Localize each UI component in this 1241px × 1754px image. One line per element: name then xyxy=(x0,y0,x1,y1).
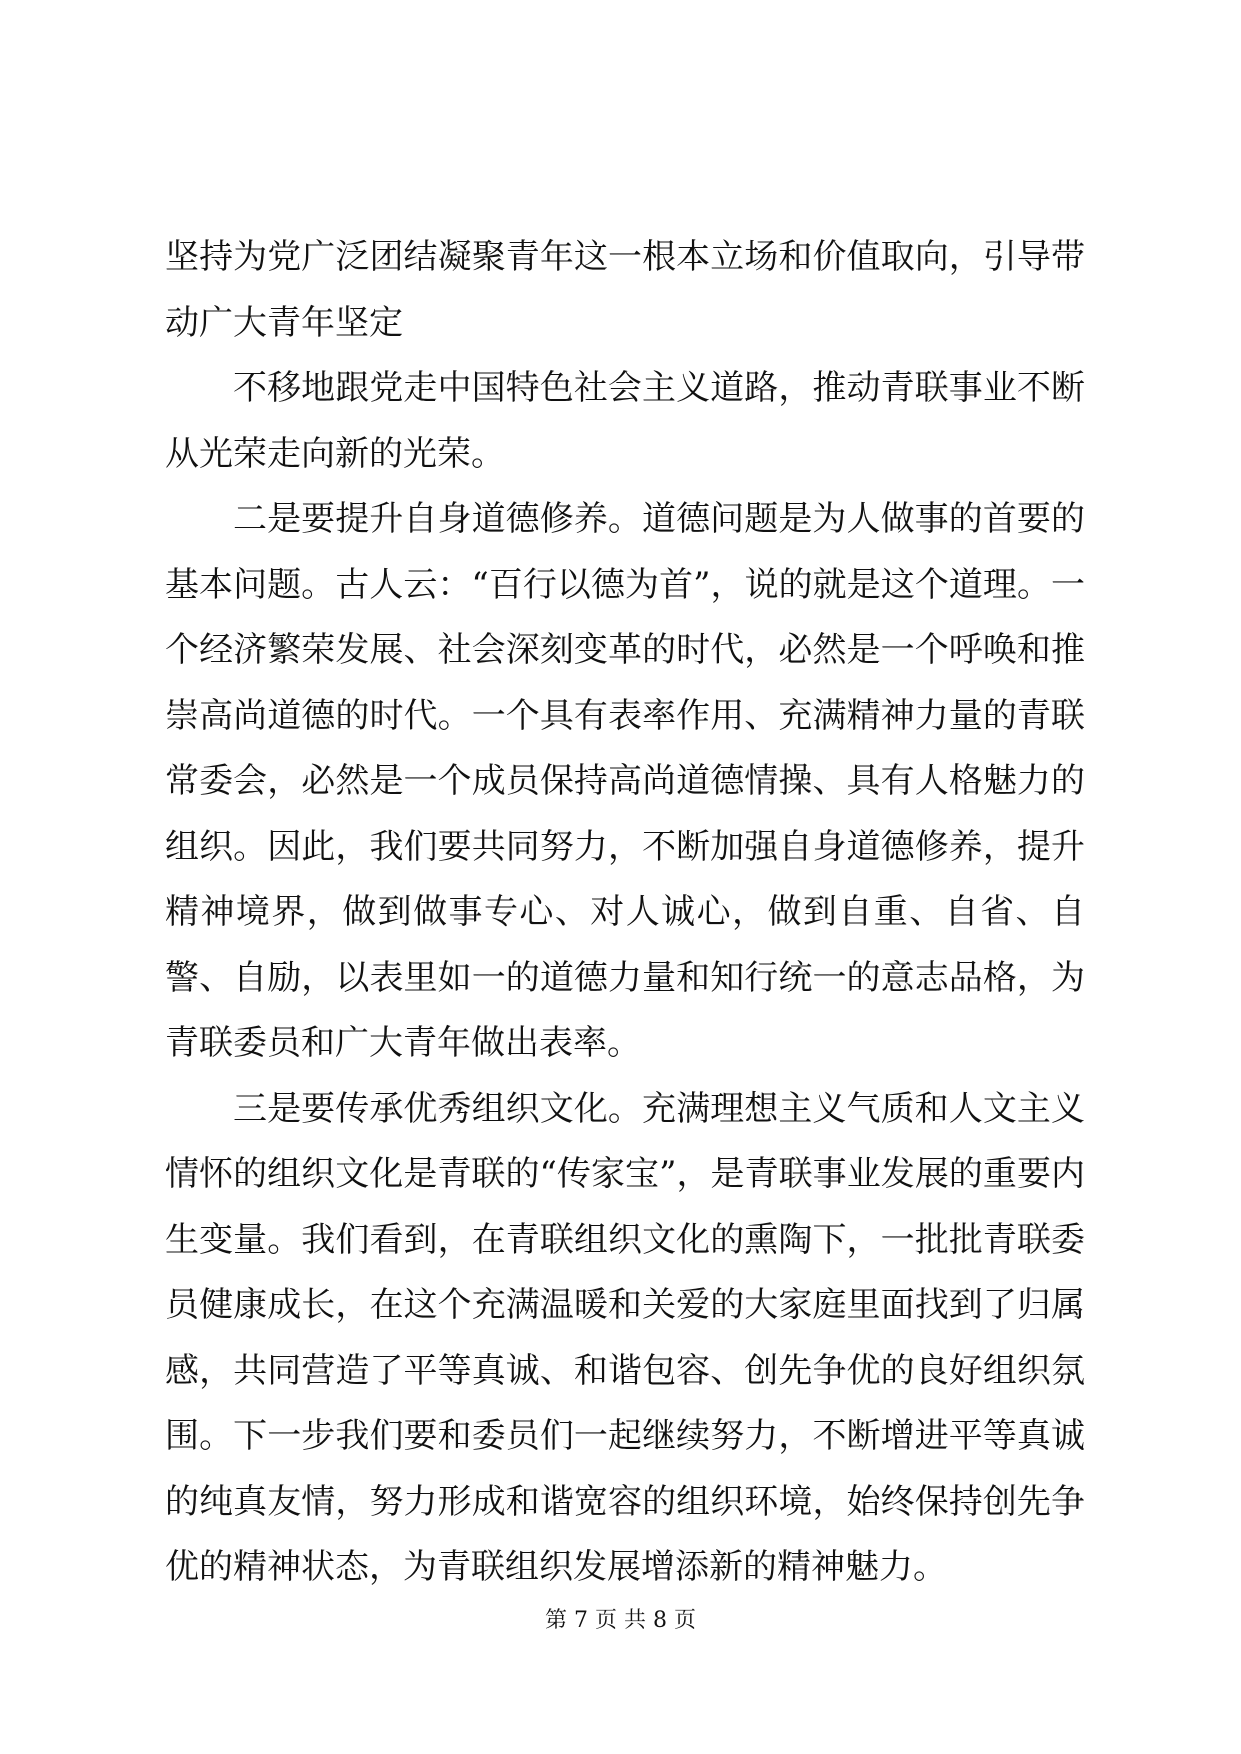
document-body xyxy=(165,225,1085,1601)
paragraph-1: 坚持为党广泛团结凝聚青年这一根本立场和价值取向，引导带动广大青年坚定 xyxy=(165,237,1085,343)
paragraph-4: 三是要传承优秀组织文化。充满理想主义气质和人文主义情怀的组织文化是青联的“传家宝”，是青联事业发展的重要内生变量。我们看到，在青联组织文化的熏陶下，一批批青联委员健康成长，在这个充满温暖和关爱的大家庭里面找到了归属感，共同营造了平等真诚、和谐包容、创先争优的良好组织氛围。下一步我们要和委员们一起继续努力，不断增进平等真诚的纯真友情，努力形成和谐宽容的组织环境，始终保持创先争优的精神状态，为青联组织发展增添新的精神魅力。 xyxy=(165,1088,1085,1587)
paragraph-3: 二是要提升自身道德修养。道德问题是为人做事的首要的基本问题。古人云：“百行以德为首”，说的就是这个道理。一个经济繁荣发展、社会深刻变革的时代，必然是一个呼唤和推崇高尚道德的时代。一个具有表率作用、充满精神力量的青联常委会，必然是一个成员保持高尚道德情操、具有人格魅力的组织。因此，我们要共同努力，不断加强自身道德修养，提升精神境界，做到做事专心、对人诚心，做到自重、自省、自警、自励，以表里如一的道德力量和知行统一的意志品格，为青联委员和广大青年做出表率。 xyxy=(165,499,1085,1063)
page-number-footer: 第 7 页 共 8 页 xyxy=(545,1608,696,1633)
paragraph-2: 不移地跟党走中国特色社会主义道路，推动青联事业不断从光荣走向新的光荣。 xyxy=(165,368,1085,474)
